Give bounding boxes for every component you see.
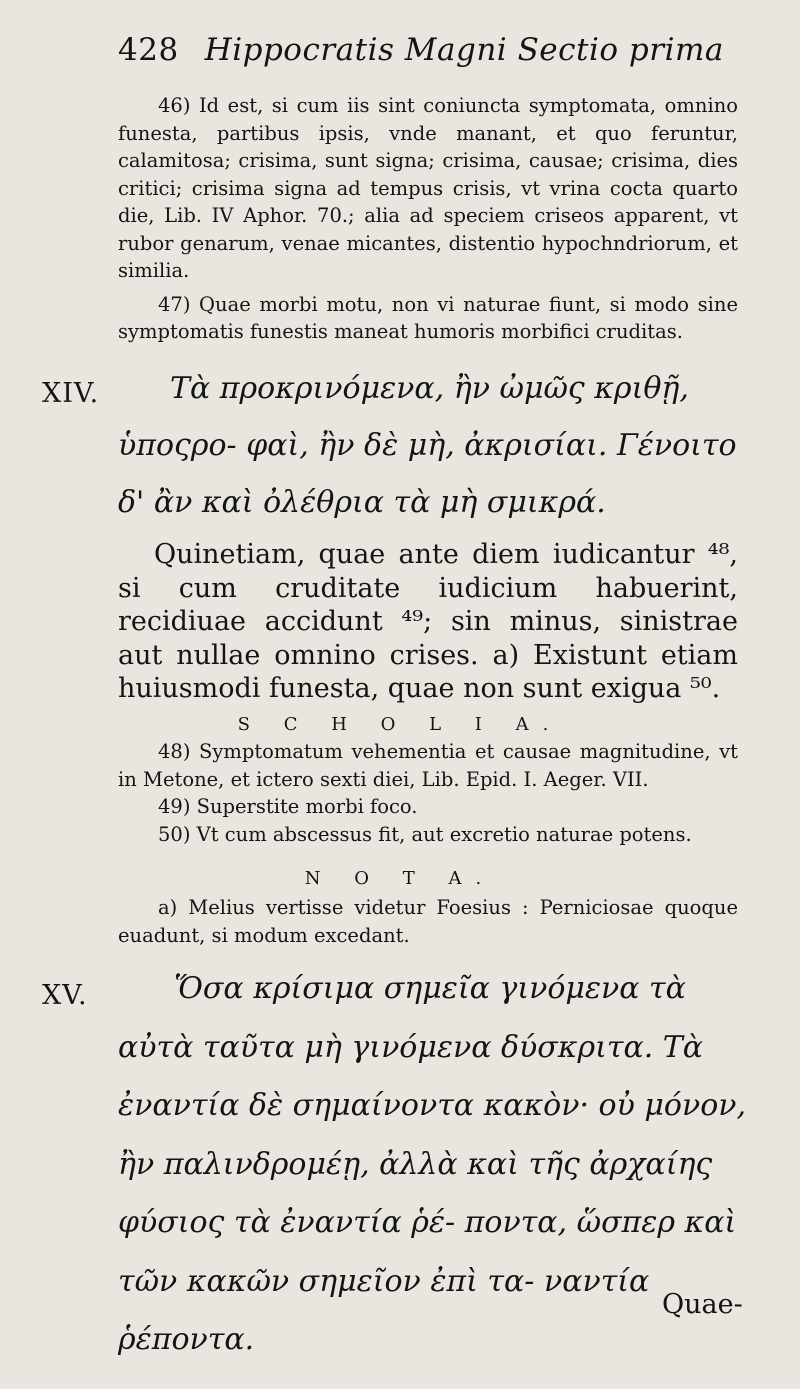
scholion-47: 47) Quae morbi motu, non vi naturae fiunt, si modo sine symptomatis funestis maneat humoris morbifici cruditas.	[118, 292, 738, 343]
catchword: Quae-	[662, 1289, 743, 1320]
scholion-48: 48) Symptomatum vehementia et causae magnitudine, vt in Metone, et ictero sexti diei, Lib. Epid. I. Aeger. VII.	[118, 740, 738, 791]
greek-text-xiv: Τὰ προκρινόμενα, ἢν ὠμῶς κριθῇ, ὑποςρο- φαὶ, ἢν δὲ μὴ, ἀκρισίαι. Γένοιτο δ' ἂν καὶ ὀλέθρια τὰ μὴ σμικρά.	[118, 371, 737, 520]
page-number: 428	[118, 32, 179, 68]
scholion-46: 46) Id est, si cum iis sint coniuncta symptomata, omnino funesta, partibus ipsis, vnde manant, et quo feruntur, calamitosa; crisima, sunt signa; crisima, causae; crisima, dies critici; crisima signa ad tempus crisis, vt vrina cocta quarto die, Lib. IV Aphor. 70.; alia ad speciem criseos apparent, vt rubor genarum, venae micantes, distentio hypochndriorum, et similia.	[118, 94, 738, 282]
latin-translation-xiv: Quinetiam, quae ante diem iudicantur ⁴⁸, si cum cruditate iudicium habuerint, recidiuae accidunt ⁴⁹; sin minus, sinistrae aut nullae omnino crises. a) Existunt etiam huiusmodi funesta, quae non sunt exigua ⁵⁰.	[118, 539, 738, 704]
scholion-49: 49) Superstite morbi foco.	[158, 795, 418, 818]
greek-text-xv: Ὅσα κρίσιμα σημεῖα γινόμενα τὰ αὐτὰ ταῦτα μὴ γινόμενα δύσκριτα. Τὰ ἐναντία δὲ σημαίνοντα κακὸν· οὐ μόνον, ἢν παλινδρομέῃ, ἀλλὰ καὶ τῆς ἀρχαίης φύσιος τὰ ἐναντία ῥέ- ποντα, ὥσπερ καὶ τῶν κακῶν σημεῖον ἐπὶ τα- ναντία ῥέποντα.	[118, 971, 747, 1357]
nota-block	[118, 894, 738, 949]
scholia-block-top	[118, 92, 738, 346]
section-number-xiv: XIV.	[42, 378, 100, 409]
running-title: Hippocratis Magni Sectio prima	[204, 32, 724, 68]
section-number-xv: XV.	[42, 980, 88, 1011]
nota-a: a) Melius vertisse videtur Foesius : Perniciosae quoque euadunt, si modum excedant.	[118, 896, 738, 947]
scholion-50: 50) Vt cum abscessus fit, aut excretio naturae potens.	[158, 822, 692, 846]
nota-heading: N O T A.	[304, 868, 496, 889]
running-header	[118, 32, 724, 68]
scholia-block	[118, 738, 738, 848]
scholia-heading: S C H O L I A.	[237, 714, 563, 735]
